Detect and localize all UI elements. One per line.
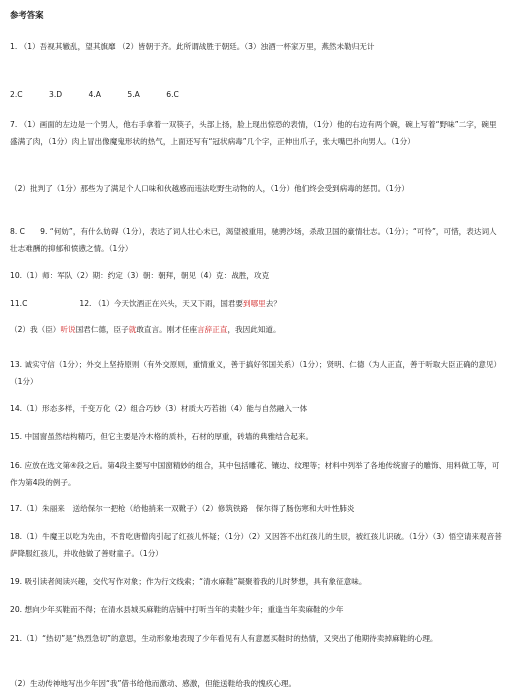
- answer-12-1-highlight: 到哪里: [243, 299, 266, 308]
- answer-19: 19. 吸引读者阅读兴趣，交代写作对象；作为行文线索；“清水麻鞋”凝聚着我的儿时梦想，具有象征意味。: [10, 577, 367, 586]
- answer-4: 4.A: [88, 90, 101, 99]
- answer-12-2: [10, 321, 504, 338]
- answer-2: 2.C: [10, 90, 23, 99]
- text-segment: 国君仁德，臣子: [75, 325, 129, 334]
- answer-10: 10.（1）师：军队（2）期：约定（3）朝：朝拜，朝见（4）克：战胜，攻克: [10, 271, 270, 280]
- answer-21-2: （2）生动传神地写出少年因“我”借书给他而激动、感激，但能送鞋给我的愧疚心理。: [10, 679, 297, 688]
- answer-21-1: 21.（1）“热切”是“热烈急切”的意思，生动形象地表现了少年看见有人有意愿买鞋时的热情，又突出了他期待卖掉麻鞋的心理。: [10, 634, 438, 643]
- page-title: 参考答案: [10, 10, 44, 20]
- answer-20: 20. 想向少年买鞋而不得；在清水县城买麻鞋的店铺中打听当年的卖鞋少年；重逢当年卖麻鞋的少年: [10, 605, 344, 614]
- highlight-segment: 听说: [60, 325, 76, 334]
- answer-2-6-row: [10, 86, 504, 103]
- answer-12-1-prefix: 12. （1）今天饮酒正在兴头，天又下雨，国君要: [79, 299, 243, 308]
- answer-17: 17.（1）朱丽来 送给保尔一把枪（给他捎来一双靴子）（2）修筑铁路 保尔得了肠伤寒和大叶性肺炎: [10, 504, 355, 513]
- answer-8-9: 8. C 9. “何妨”，有什么妨碍（1分），表达了词人壮心未已，渴望被重用，驰骋沙场，杀敌卫国的豪情壮志。（1分）；“可怜”，可惜，表达词人壮志难酬的抑郁和愤懑之情。（1分）: [10, 227, 497, 253]
- answer-7-2: （2）批判了（1分）那些为了满足个人口味和伙越感而违法吃野生动物的人，（1分）他们终会受到病毒的惩罚。（1分）: [10, 184, 410, 193]
- answer-5: 5.A: [127, 90, 140, 99]
- highlight-segment: 就: [128, 325, 137, 334]
- answer-15: 15. 中国窗虽然结构精巧，但它主要是冷木格的质朴，石材的厚重，砖墙的典雅结合起来。: [10, 432, 314, 441]
- text-segment: （2）我（臣）: [10, 325, 61, 334]
- answer-11-12-row: [10, 295, 504, 312]
- answer-7-1: 7. （1）画面的左边是一个男人，他右手拿着一双筷子，头部上扬，脸上现出惊恐的表情，（1分）他的右边有两个碗，碗上写着“野味”二字，碗里盛满了肉，（1分）肉上冒出像魔鬼形状的热气，上面还写有“冠状病毒”几个字，正伸出爪子，张大嘴巴扑向男人。（1分）: [10, 120, 497, 146]
- answer-18: 18.（1）牛魔王以吃为先由，不肯吃唐僧肉引起了红孩儿怀疑；（1分）（2）又因答不出红孩儿的生辰，被红孩儿识破。（1分）（3）悟空请来观音菩萨降服红孩儿，并收他做了善财童子。（1分）: [10, 532, 502, 558]
- text-segment: ，我因此知道。: [227, 325, 281, 334]
- answer-3: 3.D: [48, 90, 63, 99]
- highlight-segment: 言辞正直: [197, 325, 228, 334]
- answer-13: 13. 诚实守信（1分）；外交上坚持原则（有外交原则，重情重义，善于搞好邻国关系）（1分）；贤明、仁德（为人正直，善于听取大臣正确的意见）（1分）: [10, 360, 502, 386]
- answer-14: 14.（1）形态多样，千变万化（2）组合巧妙（3）材质大巧若拙（4）能与自然融入一体: [10, 404, 308, 413]
- answer-1: 1. （1）吾视其辙乱，望其旗靡 （2）皆朝于齐。此所谓战胜于朝廷。（3）浊酒一杯家万里，燕然未勒归无计: [10, 42, 375, 51]
- answer-16: 16. 应放在选文第④段之后。第4段主要写中国窗精妙的组合，其中包括雕花、镶边、纹理等；材料中列举了各地传统窗子的雕饰、用料做工等，可作为第4段的例子。: [10, 461, 500, 487]
- text-segment: 敢直言。刚才任座: [136, 325, 198, 334]
- answer-6: 6.C: [166, 90, 179, 99]
- answer-12-1-suffix: 去？: [265, 299, 281, 308]
- answer-11: 11.C: [10, 299, 28, 308]
